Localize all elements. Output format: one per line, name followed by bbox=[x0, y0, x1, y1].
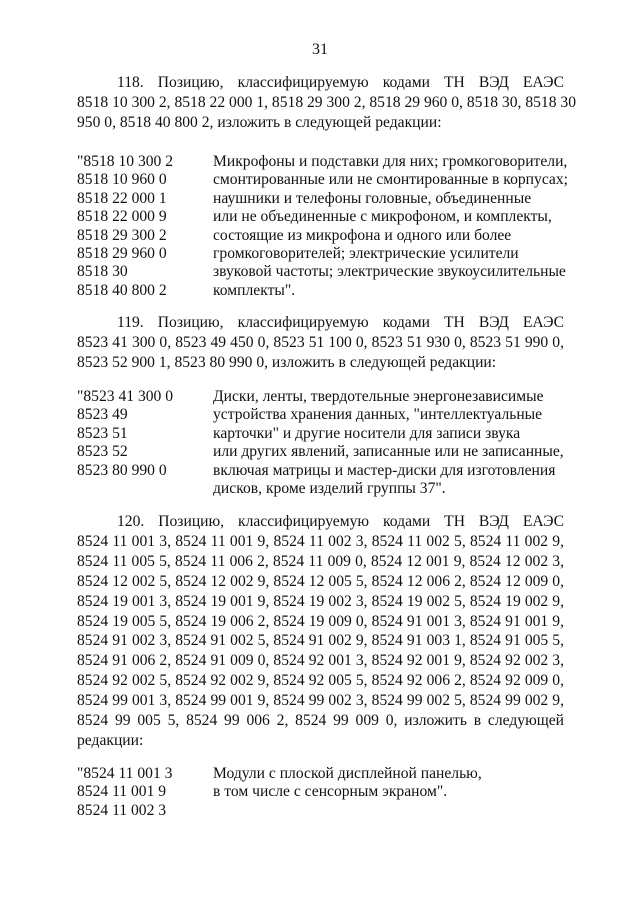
paragraph-line: 8523 41 300 0, 8523 49 450 0, 8523 51 100 0, 8523 51 930 0, 8523 51 990 0, bbox=[77, 333, 564, 351]
paragraph-line: 8518 10 300 2, 8518 22 000 1, 8518 29 300 2, 8518 29 960 0, 8518 30, 8518 30 bbox=[77, 93, 576, 111]
page-number: 31 bbox=[312, 41, 328, 58]
paragraph-line: 8524 99 001 3, 8524 99 001 9, 8524 99 002 3, 8524 99 002 5, 8524 99 002 9, bbox=[77, 692, 564, 710]
paragraph-line: 8524 92 002 5, 8524 92 002 9, 8524 92 005 5, 8524 92 006 2, 8524 92 009 0, bbox=[77, 672, 564, 690]
description-line: устройства хранения данных, "интеллектуальные bbox=[213, 406, 543, 424]
description bbox=[213, 388, 567, 498]
code-item: 8518 40 800 2 bbox=[77, 281, 167, 299]
description-line: карточки" и другие носители для записи звука bbox=[213, 424, 521, 442]
code-item: 8518 29 300 2 bbox=[77, 226, 167, 244]
description-line: или других явлений, записанные или не записанные, bbox=[213, 443, 564, 461]
description-line: смонтированные или не смонтированные в корпусах; bbox=[213, 171, 568, 189]
paragraph-line: 950 0, 8518 40 800 2, изложить в следующей редакции: bbox=[77, 113, 442, 131]
code-list bbox=[77, 765, 212, 820]
description-line: комплекты". bbox=[213, 281, 296, 299]
code-item: 8524 11 002 3 bbox=[77, 801, 167, 819]
description bbox=[213, 765, 567, 802]
code-item: 8518 10 960 0 bbox=[77, 171, 167, 189]
description-line: состоящие из микрофона и одного или более bbox=[213, 226, 512, 244]
code-item: "8523 41 300 0 bbox=[77, 388, 174, 405]
paragraph-120 bbox=[77, 512, 564, 751]
description bbox=[213, 153, 567, 300]
description-line: дисков, кроме изделий группы 37". bbox=[213, 480, 446, 498]
paragraph-line: 120. Позицию, классифицируемую кодами ТН ВЭД ЕАЭС bbox=[117, 513, 564, 530]
code-item: 8523 80 990 0 bbox=[77, 461, 167, 479]
description-line: в том числе с сенсорным экраном". bbox=[213, 783, 448, 801]
code-item: "8518 10 300 2 bbox=[77, 153, 174, 170]
description-line: Модули с плоской дисплейной панелью, bbox=[213, 765, 482, 782]
code-item: "8524 11 001 3 bbox=[77, 765, 173, 782]
paragraph-118 bbox=[77, 73, 576, 133]
code-item: 8518 22 000 9 bbox=[77, 208, 167, 226]
description-line: Диски, ленты, твердотельные энергонезависимые bbox=[213, 388, 544, 405]
paragraph-line: редакции: bbox=[77, 731, 144, 749]
paragraph-line: 8524 91 006 2, 8524 91 009 0, 8524 92 001 3, 8524 92 001 9, 8524 92 002 3, bbox=[77, 652, 564, 670]
paragraph-line: 118. Позицию, классифицируемую кодами ТН ВЭД ЕАЭС bbox=[117, 74, 564, 91]
paragraph-119 bbox=[77, 313, 564, 373]
code-list bbox=[77, 388, 212, 480]
description-line: громкоговорителей; электрические усилители bbox=[213, 245, 519, 263]
code-item: 8518 30 bbox=[77, 263, 128, 281]
description-line: наушники и телефоны головные, объединенные bbox=[213, 189, 532, 207]
code-item: 8523 52 bbox=[77, 443, 128, 461]
paragraph-line: 8524 19 001 3, 8524 19 001 9, 8524 19 002 3, 8524 19 002 5, 8524 19 002 9, bbox=[77, 592, 564, 610]
paragraph-line: 119. Позицию, классифицируемую кодами ТН ВЭД ЕАЭС bbox=[117, 314, 564, 331]
description-line: звуковой частоты; электрические звукоусилительные bbox=[213, 263, 566, 281]
code-list bbox=[77, 153, 212, 300]
paragraph-line: 8524 11 001 3, 8524 11 001 9, 8524 11 002 3, 8524 11 002 5, 8524 11 002 9, bbox=[77, 532, 564, 550]
code-item: 8518 29 960 0 bbox=[77, 245, 167, 263]
code-item: 8523 49 bbox=[77, 406, 128, 424]
paragraph-line: 8524 91 002 3, 8524 91 002 5, 8524 91 002 9, 8524 91 003 1, 8524 91 005 5, bbox=[77, 632, 564, 650]
code-item: 8524 11 001 9 bbox=[77, 783, 167, 801]
code-item: 8523 51 bbox=[77, 424, 128, 442]
paragraph-line: 8524 11 005 5, 8524 11 006 2, 8524 11 009 0, 8524 12 001 9, 8524 12 002 3, bbox=[77, 552, 564, 570]
description-line: или не объединенные с микрофоном, и комплекты, bbox=[213, 208, 552, 226]
description-line: Микрофоны и подставки для них; громкоговорители, bbox=[213, 153, 568, 170]
paragraph-line: 8523 52 900 1, 8523 80 990 0, изложить в следующей редакции: bbox=[77, 353, 497, 371]
paragraph-line: 8524 19 005 5, 8524 19 006 2, 8524 19 009 0, 8524 91 001 3, 8524 91 001 9, bbox=[77, 612, 564, 630]
code-item: 8518 22 000 1 bbox=[77, 189, 167, 207]
paragraph-line: 8524 12 002 5, 8524 12 002 9, 8524 12 005 5, 8524 12 006 2, 8524 12 009 0, bbox=[77, 572, 564, 590]
description-line: включая матрицы и мастер-диски для изготовления bbox=[213, 461, 556, 479]
paragraph-line: 8524 99 005 5, 8524 99 006 2, 8524 99 009 0, изложить в следующей bbox=[77, 712, 564, 730]
